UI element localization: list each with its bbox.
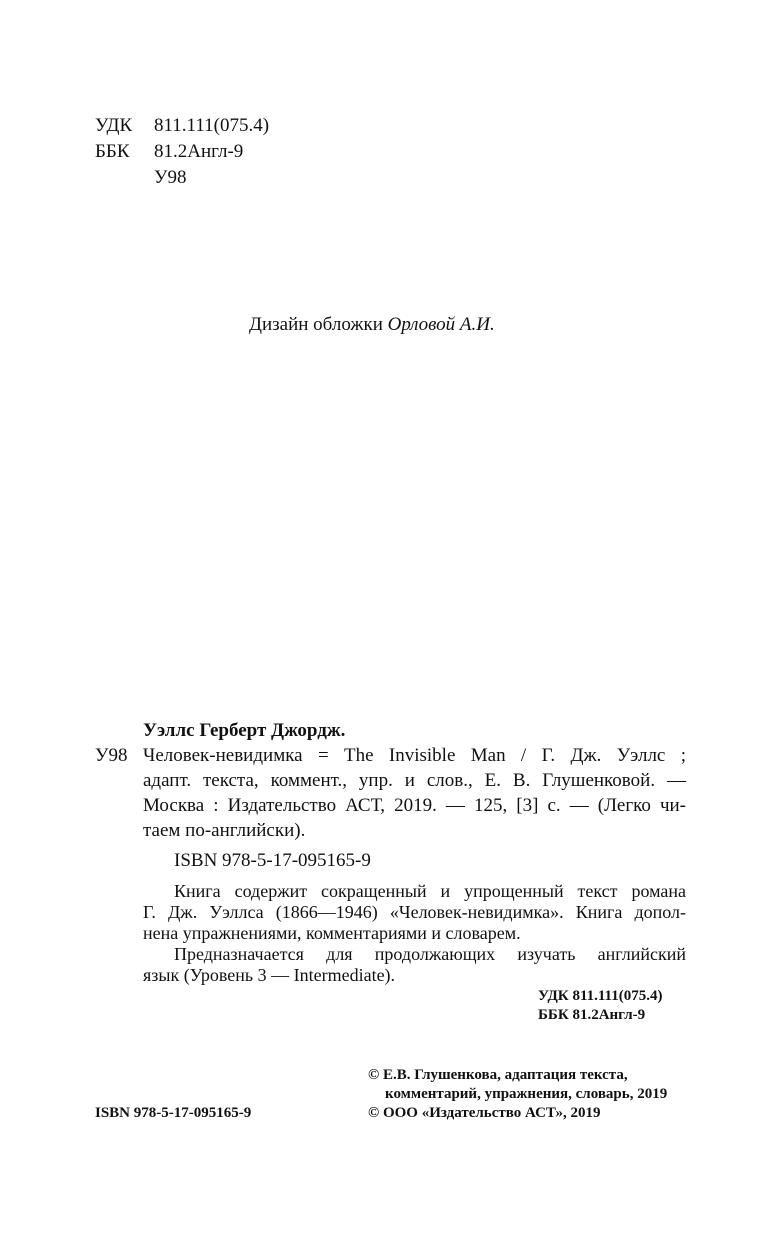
author-mark: У98 (154, 167, 187, 188)
annotation-line: Книга содержит сокращенный и упрощенный текст романа (174, 881, 686, 901)
bbk-label: ББК (95, 141, 130, 162)
annotation-line: Г. Дж. Уэллса (1866—1946) «Человек-невидимка». Книга допол- (143, 902, 686, 922)
record-line: адапт. текста, коммент., упр. и слов., Е. В. Глушенковой. — (143, 770, 686, 791)
copyright-publisher: © ООО «Издательство АСТ», 2019 (368, 1105, 601, 1121)
annotation-line: язык (Уровень 3 — Intermediate). (143, 965, 396, 985)
udk-label: УДК (95, 115, 133, 136)
record-author-mark: У98 (95, 745, 128, 766)
annotation-line: Предназначается для продолжающих изучать английский (174, 944, 686, 964)
udk-code: 811.111(075.4) (154, 115, 270, 136)
record-isbn: ISBN 978-5-17-095165-9 (174, 850, 371, 871)
bottom-udk: УДК 811.111(075.4) (538, 988, 663, 1004)
record-line: Москва : Издательство АСТ, 2019. — 125, [3] с. — (Легко чи- (143, 795, 686, 816)
annotation-line: нена упражнениями, комментариями и словарем. (143, 923, 521, 943)
copyright-adapter-cont: комментарий, упражнения, словарь, 2019 (385, 1086, 668, 1102)
cover-credit-prefix: Дизайн обложки (249, 314, 388, 335)
cover-credit-name: Орловой А.И. (387, 314, 495, 335)
cover-design-credit (249, 314, 495, 336)
record-line: таем по-английски). (143, 820, 306, 841)
bottom-isbn: ISBN 978-5-17-095165-9 (95, 1105, 252, 1121)
bbk-code: 81.2Англ-9 (154, 141, 244, 162)
bottom-bbk: ББК 81.2Англ-9 (538, 1007, 646, 1023)
record-line: Человек-невидимка = The Invisible Man / Г. Дж. Уэллс ; (143, 745, 686, 766)
author-heading: Уэллс Герберт Джордж. (143, 720, 346, 741)
copyright-adapter: © Е.В. Глушенкова, адаптация текста, (368, 1067, 628, 1083)
